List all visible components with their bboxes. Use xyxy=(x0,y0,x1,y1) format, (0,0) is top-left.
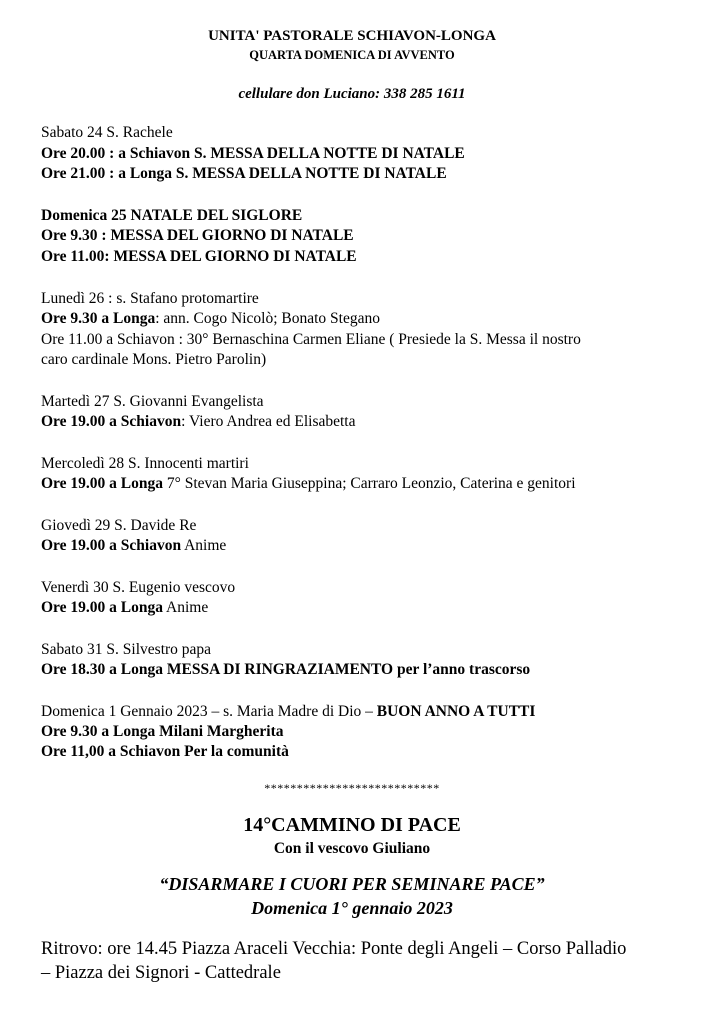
event-route-line2: – Piazza dei Signori - Cattedrale xyxy=(41,963,281,983)
mass-tue27 xyxy=(41,412,355,431)
mass-sat24-longa: Ore 21.00 : a Longa S. MESSA DELLA NOTTE DI NATALE xyxy=(41,165,447,182)
day-wed28: Mercoledì 28 S. Innocenti martiri xyxy=(41,455,249,472)
mass-sun25-1100: Ore 11.00: MESSA DEL GIORNO DI NATALE xyxy=(41,248,357,265)
mass-sun25-930: Ore 9.30 : MESSA DEL GIORNO DI NATALE xyxy=(41,227,354,244)
event-date: Domenica 1° gennaio 2023 xyxy=(251,898,453,918)
new-year-greeting: BUON ANNO A TUTTI xyxy=(376,703,536,720)
day-sun1-text: Domenica 1 Gennaio 2023 – s. Maria Madre di Dio – xyxy=(41,703,377,720)
mass-time-label: Ore 19.00 a Schiavon xyxy=(41,537,182,554)
separator: *************************** xyxy=(264,781,440,795)
event-title: 14°CAMMINO DI PACE xyxy=(243,814,461,836)
mass-wed28 xyxy=(41,474,576,493)
day-sat24: Sabato 24 S. Rachele xyxy=(41,124,173,141)
day-sun25: Domenica 25 NATALE DEL SIGLORE xyxy=(41,207,303,224)
mass-sun1-schiavon: Ore 11,00 a Schiavon Per la comunità xyxy=(41,743,289,760)
mass-time-label: Ore 19.00 a Schiavon xyxy=(41,413,182,430)
mass-time-label: Ore 9.30 a Longa xyxy=(41,310,156,327)
day-tue27: Martedì 27 S. Giovanni Evangelista xyxy=(41,393,264,410)
parish-title: UNITA' PASTORALE SCHIAVON-LONGA xyxy=(208,28,496,44)
mass-intention: : ann. Cogo Nicolò; Bonato Stegano xyxy=(155,310,380,327)
mass-sat24-schiavon: Ore 20.00 : a Schiavon S. MESSA DELLA NOTTE DI NATALE xyxy=(41,145,465,162)
mass-sat31 xyxy=(41,660,530,679)
event-subtitle: Con il vescovo Giuliano xyxy=(273,840,431,857)
mass-time-label: Ore 18.30 a Longa MESSA DI RINGRAZIAMENTO xyxy=(41,661,394,678)
day-mon26: Lunedì 26 : s. Stafano protomartire xyxy=(41,290,259,307)
mass-intention: Anime xyxy=(163,599,209,616)
mass-time-label: Ore 19.00 a Longa xyxy=(41,599,163,616)
mass-thu29 xyxy=(41,536,226,555)
mass-mon26-note: caro cardinale Mons. Pietro Parolin) xyxy=(41,351,267,368)
mass-sun1-longa: Ore 9.30 a Longa Milani Margherita xyxy=(41,723,284,740)
event-route-line1: Ritrovo: ore 14.45 Piazza Araceli Vecchia: Ponte degli Angeli – Corso Palladio xyxy=(41,939,627,959)
mass-mon26-schiavon: Ore 11.00 a Schiavon : 30° Bernaschina Carmen Eliane ( Presiede la S. Messa il nostro xyxy=(41,331,581,348)
mass-intention: : Viero Andrea ed Elisabetta xyxy=(181,413,356,430)
event-motto: “DISARMARE I CUORI PER SEMINARE PACE” xyxy=(159,874,545,894)
mass-intention: Anime xyxy=(181,537,227,554)
day-fri30: Venerdì 30 S. Eugenio vescovo xyxy=(41,579,236,596)
mass-intention: per l’anno trascorso xyxy=(393,661,531,678)
day-sun1 xyxy=(41,702,535,721)
phone-line: cellulare don Luciano: 338 285 1611 xyxy=(238,86,466,102)
mass-fri30 xyxy=(41,598,208,617)
day-thu29: Giovedì 29 S. Davide Re xyxy=(41,517,197,534)
mass-intention: 7° Stevan Maria Giuseppina; Carraro Leonzio, Caterina e genitori xyxy=(163,475,576,492)
mass-time-label: Ore 19.00 a Longa xyxy=(41,475,163,492)
mass-mon26-longa xyxy=(41,309,380,328)
day-sat31: Sabato 31 S. Silvestro papa xyxy=(41,641,212,658)
week-subtitle: QUARTA DOMENICA DI AVVENTO xyxy=(249,48,455,62)
